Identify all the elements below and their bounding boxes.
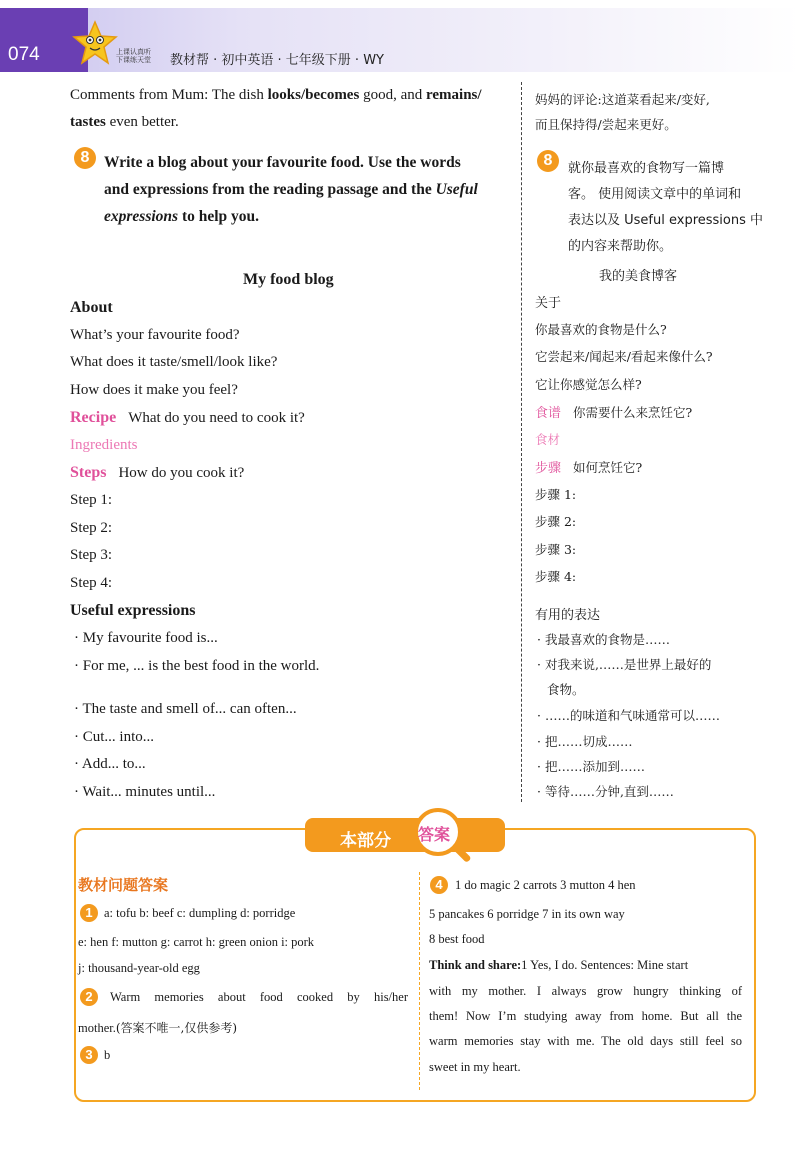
answer-banner-label: 本部分 [340, 831, 391, 851]
expression-6: · Wait... minutes until... [74, 784, 216, 800]
blog-title: My food blog [243, 271, 334, 288]
answer-4-line-3: 8 best food [429, 932, 485, 946]
header-tagline: 上课认真听 下课练天堂 [116, 48, 151, 64]
mum-comment-cn-2: 而且保持得/尝起来更好。 [535, 117, 677, 132]
question-2-cn: 它尝起来/闻起来/看起来像什么? [535, 349, 713, 364]
star-mascot-icon [72, 20, 118, 66]
question-1: What’s your favourite food? [70, 327, 240, 343]
answers-heading: 教材问题答案 [78, 876, 169, 894]
page-number: 074 [8, 44, 40, 65]
answer-4-line-1: 1 do magic 2 carrots 3 mutton 4 hen [455, 878, 636, 892]
task-8-line-3: expressions to help you. [104, 208, 260, 225]
expression-3: · The taste and smell of... can often... [74, 701, 297, 717]
task-8-number: 8 [74, 147, 96, 169]
step-4-cn: 步骤 4: [535, 569, 577, 584]
expression-4-cn: · 把……切成…… [537, 734, 633, 749]
blog-title-cn: 我的美食博客 [599, 269, 678, 284]
step-4: Step 4: [70, 575, 113, 591]
expression-2-cn: · 对我来说,……是世界上最好的 [537, 657, 712, 672]
think-share-line-4: warm memories stay with me. The old days still feel so [429, 1034, 742, 1048]
answer-4-line-2: 5 pancakes 6 porridge 7 in its own way [429, 907, 625, 921]
question-3: How does it make you feel? [70, 382, 238, 398]
answer-2-line-1: Warm memories about food cooked by his/her [110, 990, 408, 1004]
step-2-cn: 步骤 2: [535, 514, 577, 529]
think-share-line-3: them! Now I’m studying away from home. But all the [429, 1009, 742, 1023]
answer-3-number: 3 [80, 1046, 98, 1064]
expression-5-cn: · 把……添加到…… [537, 759, 645, 774]
answer-box-divider [419, 872, 420, 1090]
step-1: Step 1: [70, 492, 113, 508]
expression-2: · For me, ... is the best food in the world. [74, 658, 320, 674]
page-header [0, 0, 800, 74]
recipe-line-cn: 食谱 你需要什么来烹饪它? [535, 405, 693, 421]
answer-banner-mag-label: 答案 [418, 825, 451, 844]
task-8-line-2: and expressions from the reading passage and the Useful [104, 181, 478, 198]
task-8-number-cn: 8 [537, 150, 559, 172]
steps-line-cn: 步骤 如何烹饪它? [535, 460, 643, 476]
answer-4-number: 4 [430, 876, 448, 894]
about-heading: About [70, 299, 113, 316]
answer-1-number: 1 [80, 904, 98, 922]
steps-line: Steps How do you cook it? [70, 464, 245, 481]
ingredients-label: Ingredients [70, 437, 138, 453]
ingredients-label-cn: 食材 [535, 432, 561, 447]
answer-1-line-1: a: tofu b: beef c: dumpling d: porridge [104, 906, 296, 920]
question-1-cn: 你最喜欢的食物是什么? [535, 322, 667, 337]
expression-4: · Cut... into... [74, 729, 155, 745]
expression-3-cn: · ……的味道和气味通常可以…… [537, 708, 720, 723]
mum-comment-en: Comments from Mum: The dish looks/becomes good, and remains/ [70, 87, 482, 103]
think-share-line-1: Think and share:1 Yes, I do. Sentences: Mine start [429, 958, 689, 972]
answer-banner [305, 818, 505, 852]
recipe-line: Recipe What do you need to cook it? [70, 409, 305, 426]
mum-comment-cn-1: 妈妈的评论:这道菜看起来/变好, [535, 92, 710, 107]
header-title: 教材帮 · 初中英语 · 七年级下册 · WY [170, 53, 384, 68]
step-1-cn: 步骤 1: [535, 487, 577, 502]
about-heading-cn: 关于 [535, 296, 562, 311]
answer-2-number: 2 [80, 988, 98, 1006]
expression-6-cn: · 等待……分钟,直到…… [537, 784, 674, 799]
answer-3-text: b [104, 1048, 111, 1062]
task-8-cn-line-4: 的内容来帮助你。 [568, 239, 673, 254]
answer-2-line-2: mother.(答案不唯一,仅供参考) [78, 1021, 238, 1035]
useful-expressions-heading: Useful expressions [70, 602, 196, 619]
useful-expressions-heading-cn: 有用的表达 [535, 608, 601, 623]
question-2: What does it taste/smell/look like? [70, 354, 278, 370]
think-share-line-5: sweet in my heart. [429, 1060, 521, 1074]
expression-2-cn-cont: 食物。 [547, 682, 585, 697]
answer-1-line-3: j: thousand-year-old egg [78, 961, 200, 975]
expression-1-cn: · 我最喜欢的食物是…… [537, 632, 670, 647]
mum-comment-en-2: tastes even better. [70, 114, 179, 130]
question-3-cn: 它让你感觉怎么样? [535, 377, 642, 392]
think-share-line-2: with my mother. I always grow hungry thinking of [429, 984, 742, 998]
answer-1-line-2: e: hen f: mutton g: carrot h: green onion i: pork [78, 935, 315, 949]
expression-1: · My favourite food is... [74, 630, 218, 646]
task-8-cn-line-3: 表达以及 Useful expressions 中 [568, 213, 764, 228]
step-3-cn: 步骤 3: [535, 542, 577, 557]
task-8-line-1: Write a blog about your favourite food. Use the words [104, 154, 461, 171]
column-divider [521, 82, 522, 802]
expression-5: · Add... to... [74, 756, 146, 772]
task-8-cn-line-1: 就你最喜欢的食物写一篇博 [568, 161, 725, 176]
task-8-cn-line-2: 客。 使用阅读文章中的单词和 [568, 187, 742, 202]
step-2: Step 2: [70, 520, 113, 536]
step-3: Step 3: [70, 547, 113, 563]
